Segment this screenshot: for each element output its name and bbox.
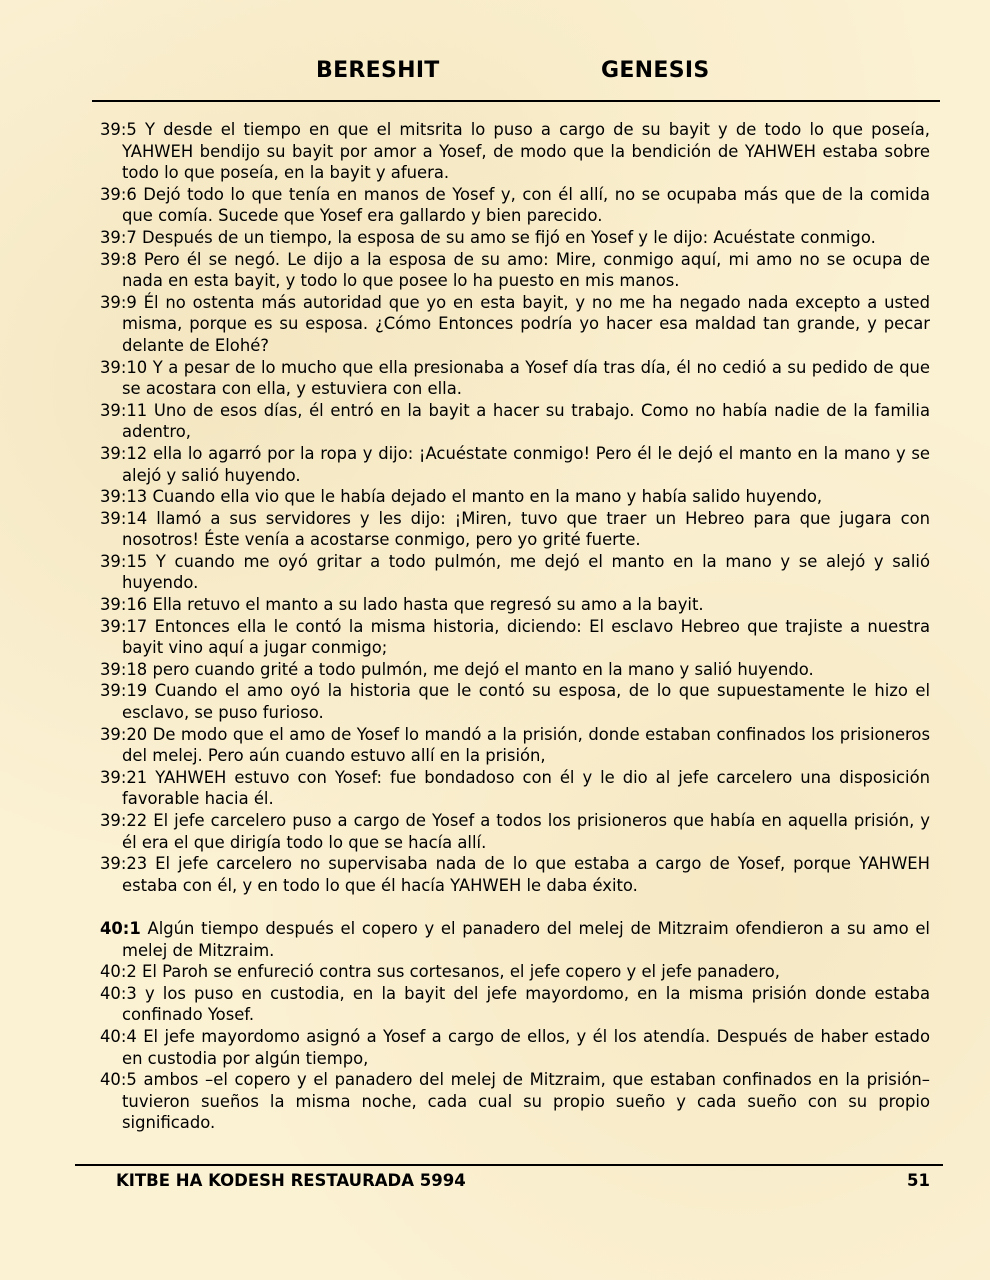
verse-text: El Paroh se enfureció contra sus cortesanos, el jefe copero y el jefe panadero, <box>142 962 780 982</box>
verse <box>100 1069 930 1134</box>
verse <box>100 443 930 486</box>
verse-text: El jefe carcelero puso a cargo de Yosef a todos los prisioneros que había en aquella prisión, y él era el que dirigía todo lo que se hacía allí. <box>122 811 930 852</box>
verse-number: 39:11 <box>100 400 148 420</box>
verse-text: Cuando el amo oyó la historia que le contó su esposa, de lo que supuestamente le hizo el esclavo, se puso furioso. <box>122 681 930 723</box>
verse-text: Cuando ella vio que le había dejado el manto en la mano y había salido huyendo, <box>152 487 823 507</box>
verse-text: El jefe carcelero no supervisaba nada de lo que estaba a cargo de Yosef, porque YAHWEH estaba con él, y en todo lo que él hacía YAHWEH le daba éxito. <box>122 854 930 895</box>
verse <box>100 184 930 227</box>
verse <box>100 724 930 767</box>
verse-text: El jefe mayordomo asignó a Yosef a cargo de ellos, y él los atendía. Después de haber estado en custodia por algún tiempo, <box>122 1026 930 1068</box>
verse-text: Algún tiempo después el copero y el panadero del melej de Mitzraim ofendieron a su amo el melej de Mitzraim. <box>122 918 930 960</box>
verse-number: 39:13 <box>100 487 148 507</box>
verse <box>100 810 930 853</box>
verse-number: 39:14 <box>100 508 148 528</box>
verse-text: Pero él se negó. Le dijo a la esposa de su amo: Mire, conmigo aquí, mi amo no se ocupa de nada en esta bayit, y todo lo que posee lo ha puesto en mis manos. <box>122 249 930 291</box>
verse-number: 39:21 <box>100 767 148 787</box>
verse-text: pero cuando grité a todo pulmón, me dejó el manto en la mano y salió huyendo. <box>152 659 814 679</box>
verse <box>100 680 930 723</box>
verse-number: 39:10 <box>100 357 148 377</box>
verse-text: Y desde el tiempo en que el mitsrita lo puso a cargo de su bayit y de todo lo que poseía, YAHWEH bendijo su bayit por amor a Yosef, de modo que la bendición de YAHWEH estaba sobre todo lo que poseía, en la bayit y afuera. <box>122 120 930 183</box>
verse <box>100 853 930 896</box>
footer-divider <box>75 1164 943 1166</box>
verse-text: Y a pesar de lo mucho que ella presionaba a Yosef día tras día, él no cedió a su pedido de que se acostara con ella, y estuviera con ella. <box>122 357 930 399</box>
verse <box>100 1026 930 1069</box>
verse <box>100 357 930 400</box>
verse-number: 40:5 <box>100 1070 137 1090</box>
verse-text: Entonces ella le contó la misma historia, diciendo: El esclavo Hebreo que trajiste a nuestra bayit vino aquí a jugar conmigo; <box>122 616 930 658</box>
verse <box>100 983 930 1026</box>
verse-number: 39:8 <box>100 249 137 269</box>
verse-number: 39:5 <box>100 120 137 139</box>
verse-text: Él no ostenta más autoridad que yo en esta bayit, y no me ha negado nada excepto a usted misma, porque es su esposa. ¿Cómo Entonces podría yo hacer esa maldad tan grande, y pecar delante de Elohé? <box>122 292 930 355</box>
verse-number: 40:4 <box>100 1026 137 1046</box>
verse-text: ella lo agarró por la ropa y dijo: ¡Acuéstate conmigo! Pero él le dejó el manto en la mano y se alejó y salió huyendo. <box>122 443 930 485</box>
verse-text: y los puso en custodia, en la bayit del jefe mayordomo, en la misma prisión donde estaba confinado Yosef. <box>122 983 930 1025</box>
verse <box>100 767 930 810</box>
verse-number: 39:22 <box>100 811 148 830</box>
verse-text: Dejó todo lo que tenía en manos de Yosef y, con él allí, no se ocupaba más que de la comida que comía. Sucede que Yosef era gallardo y bien parecido. <box>122 184 930 226</box>
verse <box>100 119 930 184</box>
verse-number: 39:20 <box>100 724 148 744</box>
header-book-hebrew: BERESHIT <box>316 58 440 83</box>
verse-text: ambos –el copero y el panadero del melej de Mitzraim, que estaban confinados en la prisión– tuvieron sueños la misma noche, cada cual su propio sueño y cada sueño con su propio significado. <box>122 1070 930 1133</box>
footer-title: KITBE HA KODESH RESTAURADA 5994 <box>116 1171 466 1190</box>
page-number: 51 <box>907 1171 930 1190</box>
verse <box>100 508 930 551</box>
verse-number: 40:3 <box>100 983 137 1003</box>
verse-text: Ella retuvo el manto a su lado hasta que regresó su amo a la bayit. <box>152 595 704 615</box>
verse-text: Después de un tiempo, la esposa de su amo se fijó en Yosef y le dijo: Acuéstate conmigo. <box>142 227 876 247</box>
verse <box>100 249 930 292</box>
verse-number: 39:6 <box>100 184 137 204</box>
verse-text: Uno de esos días, él entró en la bayit a hacer su trabajo. Como no había nadie de la familia adentro, <box>122 400 930 442</box>
verse <box>100 551 930 594</box>
chapter-gap <box>100 896 930 918</box>
verse <box>100 918 930 961</box>
page-header <box>0 58 990 92</box>
verse-number: 39:7 <box>100 227 137 247</box>
verse-number: 39:12 <box>100 443 148 463</box>
verse-text: YAHWEH estuvo con Yosef: fue bondadoso con él y le dio al jefe carcelero una disposición favorable hacia él. <box>122 767 930 809</box>
verse-number: 39:23 <box>100 854 148 874</box>
verse <box>100 486 930 508</box>
verse-number: 39:19 <box>100 681 148 701</box>
verse-text: llamó a sus servidores y les dijo: ¡Miren, tuvo que traer un Hebreo para que jugara con nosotros! Éste venía a acostarse conmigo, pero yo grité fuerte. <box>122 508 931 550</box>
verse-number: 39:15 <box>100 551 148 571</box>
verse <box>100 400 930 443</box>
header-divider <box>92 100 940 102</box>
header-book-spanish: GENESIS <box>601 58 710 83</box>
verse <box>100 292 930 357</box>
verse <box>100 594 930 616</box>
verse-number: 39:16 <box>100 595 148 615</box>
verse-number: 40:2 <box>100 962 137 982</box>
verse-number: 39:9 <box>100 292 137 312</box>
verse-number: 39:17 <box>100 616 148 636</box>
verse <box>100 659 930 681</box>
verse <box>100 961 930 983</box>
verse <box>100 616 930 659</box>
chapter-verse-number: 40:1 <box>100 918 141 938</box>
verse <box>100 227 930 249</box>
verse-text: De modo que el amo de Yosef lo mandó a la prisión, donde estaban confinados los prisioneros del melej. Pero aún cuando estuvo allí en la prisión, <box>122 724 930 766</box>
verse-number: 39:18 <box>100 659 148 679</box>
page-content <box>100 119 930 1134</box>
verse-text: Y cuando me oyó gritar a todo pulmón, me dejó el manto en la mano y se alejó y salió huyendo. <box>122 551 930 593</box>
